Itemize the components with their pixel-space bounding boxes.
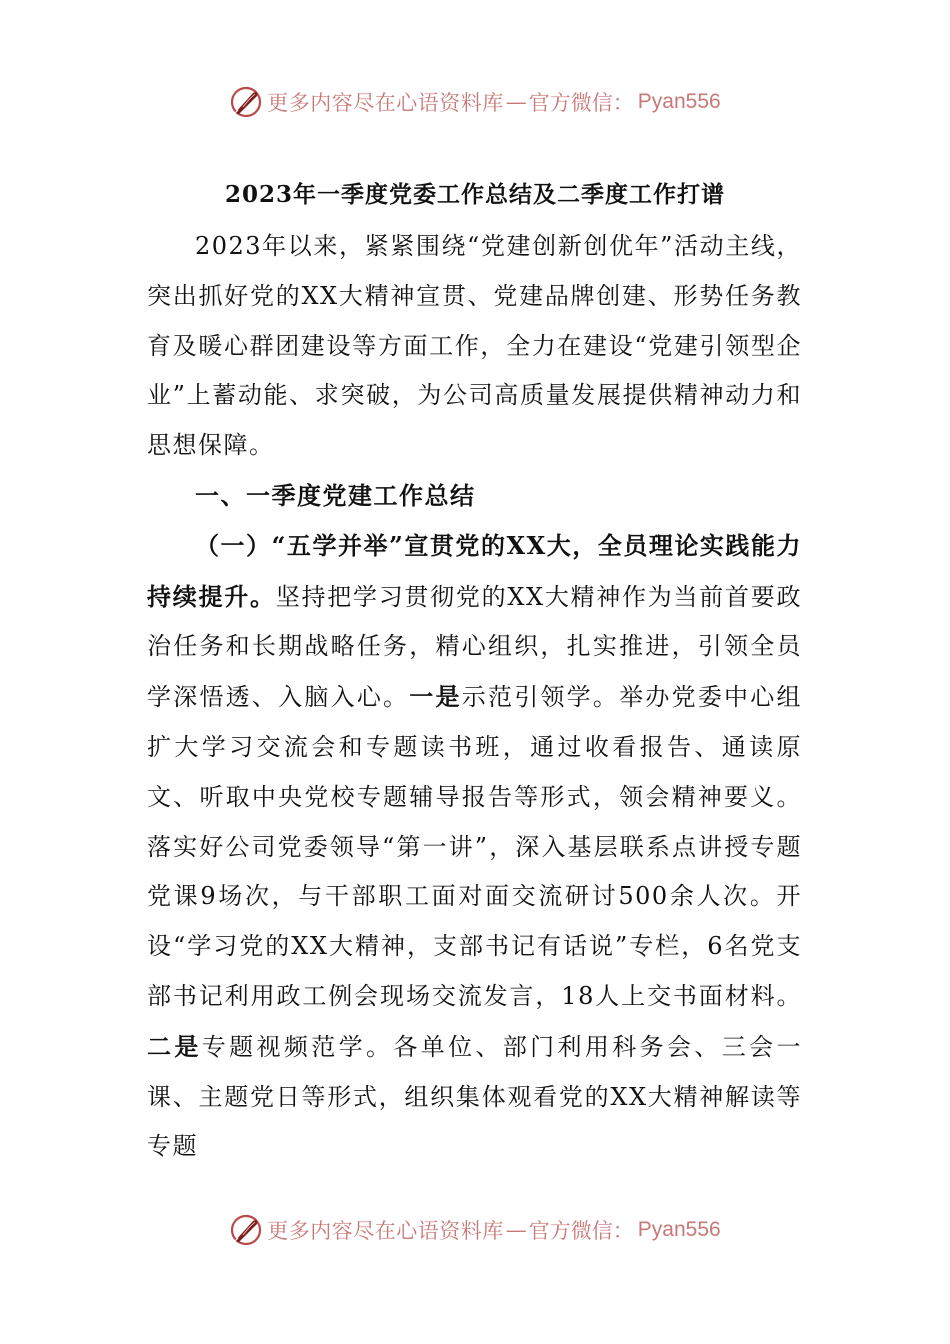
watermark-wechat-id: Pyan556 xyxy=(637,90,721,113)
subsection-text-1: 坚持把学习贯彻党的XX大精神作为当前首要政治任务和长期战略任务，精心组织，扎实推进，引领全员学深悟透、入脑入心。 xyxy=(147,582,803,712)
watermark-banner-bottom xyxy=(0,1208,950,1252)
watermark-separator: — xyxy=(505,90,527,114)
quill-pen-icon xyxy=(229,85,263,119)
section-heading: 一、一季度党建工作总结 xyxy=(195,480,476,510)
watermark-wechat-label: 官方微信： xyxy=(528,1219,634,1243)
watermark-wechat-id: Pyan556 xyxy=(637,1218,721,1241)
watermark-text: 更多内容尽在心语资料库 xyxy=(267,1219,504,1243)
ordinal-label-1: 一是 xyxy=(409,682,462,712)
document-body xyxy=(147,222,802,1172)
subsection-paragraph xyxy=(147,521,802,1172)
subsection-heading: （一）“五学并举”宣贯党的XX大，全员理论实践能力持续提升。 xyxy=(147,530,802,611)
subsection-text-3: 专题视频范学。各单位、部门利用科务会、三会一课、主题党日等形式，组织集体观看党的XX大精神解读等专题 xyxy=(147,1032,803,1161)
watermark-text: 更多内容尽在心语资料库 xyxy=(267,91,504,115)
watermark-separator: — xyxy=(505,1218,527,1242)
document-title: 2023年一季度党委工作总结及二季度工作打谱 xyxy=(224,181,725,208)
watermark-wechat-label: 官方微信： xyxy=(528,91,634,115)
quill-pen-icon xyxy=(229,1213,263,1247)
watermark-banner-top xyxy=(0,80,950,124)
ordinal-label-2: 二是 xyxy=(147,1031,202,1061)
subsection-text-2: 示范引领学。举办党委中心组扩大学习交流会和专题读书班，通过收看报告、通读原文、听取中央党校专题辅导报告等形式，领会精神要义。落实好公司党委领导“第一讲”，深入基层联系点讲授专题党课9场次，与干部职工面对面交流研讨500余人次。开设“学习党的XX大精神，支部书记有话说”专栏，6名党支部书记利用政工例会现场交流发言，18人上交书面材料。 xyxy=(147,683,803,1010)
intro-paragraph: 2023年以来，紧紧围绕“党建创新创优年”活动主线，突出抓好党的XX大精神宣贯、党建品牌创建、形势任务教育及暖心群团建设等方面工作，全力在建设“党建引领型企业”上蓄动能、求突破，为公司高质量发展提供精神动力和思想保障。 xyxy=(147,232,802,460)
